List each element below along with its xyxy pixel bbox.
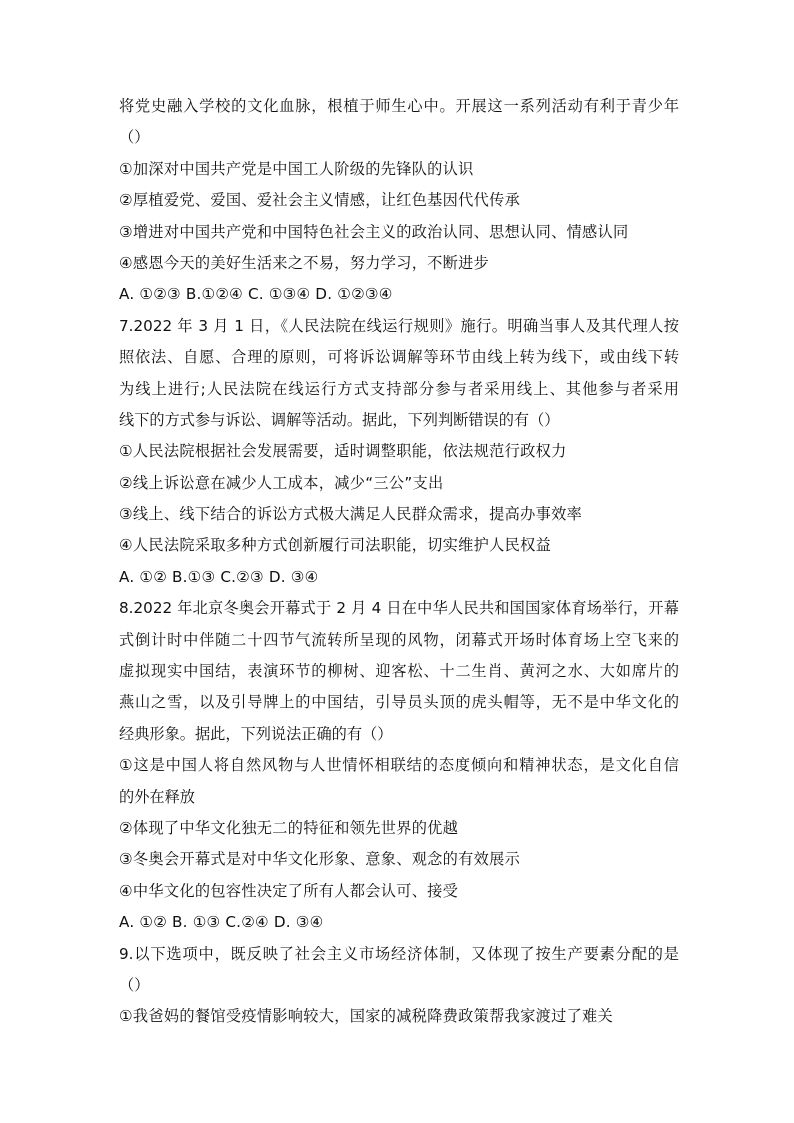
text-line: （） <box>119 975 150 994</box>
text-line: 照依法、自愿、合理的原则，可将诉讼调解等环节由线上转为线下，或由线下转 <box>119 348 679 367</box>
text-line: ②线上诉讼意在减少人工成本，减少“三公”支出 <box>119 473 444 492</box>
text-line: 燕山之雪，以及引导牌上的中国结，引导员头顶的虎头帽等，无不是中华文化的 <box>119 693 679 712</box>
text-line: 的外在释放 <box>119 787 195 806</box>
text-line: 将党史融入学校的文化血脉，根植于师生心中。开展这一系列活动有利于青少年 <box>119 97 679 115</box>
text-line: 虚拟现实中国结，表演环节的柳树、迎客松、十二生肖、黄河之水、大如席片的 <box>119 662 679 681</box>
text-line: 8.2022 年北京冬奥会开幕式于 2 月 4 日在中华人民共和国国家体育场举行，开幕 <box>119 599 679 618</box>
text-line: ③增进对中国共产党和中国特色社会主义的政治认同、思想认同、情感认同 <box>119 222 629 241</box>
text-line: ①加深对中国共产党是中国工人阶级的先锋队的认识 <box>119 159 474 178</box>
text-line: （） <box>119 128 150 147</box>
text-line: ④感恩今天的美好生活来之不易，努力学习，不断进步 <box>119 253 490 272</box>
text-line: ①人民法院根据社会发展需要，适时调整职能，依法规范行政权力 <box>119 442 567 461</box>
document-body <box>119 91 679 1033</box>
text-line: ①这是中国人将自然风物与人世情怀相联结的态度倾向和精神状态，是文化自信 <box>119 756 679 775</box>
text-line: ③冬奥会开幕式是对中华文化形象、意象、观念的有效展示 <box>119 850 521 869</box>
text-line: ①我爸妈的餐馆受疫情影响较大，国家的减税降费政策帮我家渡过了难关 <box>119 1007 614 1026</box>
text-line: 9.以下选项中，既反映了社会主义市场经济体制，又体现了按生产要素分配的是 <box>119 944 679 963</box>
text-line: 为线上进行;人民法院在线运行方式支持部分参与者采用线上、其他参与者采用 <box>119 379 679 398</box>
text-line: ④人民法院采取多种方式创新履行司法职能，切实维护人民权益 <box>119 536 552 555</box>
text-line: ③线上、线下结合的诉讼方式极大满足人民群众需求，提高办事效率 <box>119 505 583 524</box>
text-line: A. ①②③ B.①②④ C. ①③④ D. ①②③④ <box>119 285 393 304</box>
text-line: 线下的方式参与诉讼、调解等活动。据此，下列判断错误的有（） <box>119 410 560 429</box>
text-line: ②体现了中华文化独无二的特征和领先世界的优越 <box>119 818 459 837</box>
text-line: ②厚植爱党、爱国、爱社会主义情感，让红色基因代代传承 <box>119 191 521 210</box>
text-line: 式倒计时中伴随二十四节气流转所呈现的风物，闭幕式开场时体育场上空飞来的 <box>119 630 679 649</box>
text-line: 经典形象。据此，下列说法正确的有（） <box>119 724 393 743</box>
text-line: 7.2022 年 3 月 1 日，《人民法院在线运行规则》施行。明确当事人及其代理人按 <box>119 316 679 335</box>
text-line: ④中华文化的包容性决定了所有人都会认可、接受 <box>119 881 459 900</box>
text-line: A. ①② B.①③ C.②③ D. ③④ <box>119 567 319 586</box>
text-line: A. ①② B. ①③ C.②④ D. ③④ <box>119 913 324 932</box>
